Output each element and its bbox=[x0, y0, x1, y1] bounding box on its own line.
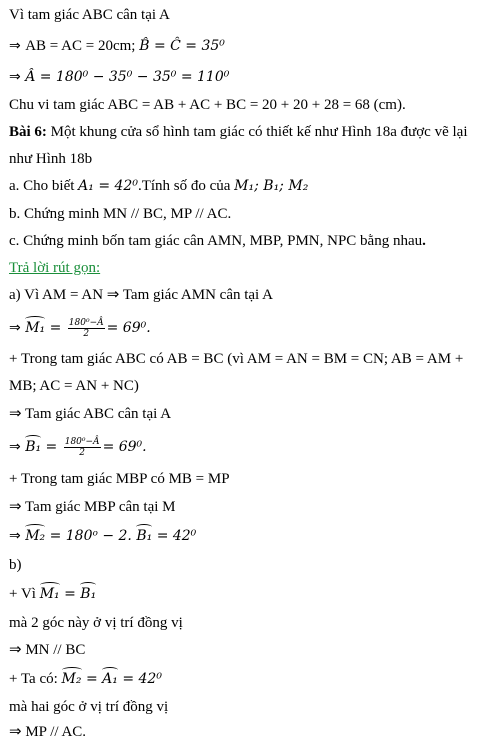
implies-symbol: ⇒ bbox=[9, 38, 26, 54]
text: a. Cho biết bbox=[9, 178, 79, 194]
implies-symbol: ⇒ bbox=[9, 438, 26, 455]
text: Vì tam giác ABC cân tại A bbox=[9, 7, 170, 23]
text-line: ⇒ B₁ = $\frac{\text{180⁰−Â}}{2}$ = 69⁰. bbox=[9, 437, 147, 458]
text-line bbox=[9, 614, 183, 632]
math-expression: = 180ᵒ − 2. bbox=[49, 528, 137, 544]
text-line bbox=[9, 96, 406, 114]
text: ⇒ MP // AC. bbox=[9, 724, 87, 740]
text: b. Chứng minh MN // BC, MP // AC. bbox=[9, 206, 232, 222]
text: Một khung cửa sổ hình tam giác có thiết kế như Hình 18a được vẽ lại bbox=[46, 124, 468, 140]
math-expression: B̂ = Ĉ = 35⁰ bbox=[139, 38, 225, 54]
math-expression: A₁ bbox=[102, 671, 118, 687]
text-line bbox=[9, 377, 139, 395]
text-line bbox=[9, 585, 96, 603]
math-expression: B₁ bbox=[136, 528, 153, 544]
section-heading: Trả lời rút gọn: bbox=[9, 260, 101, 276]
text: + Trong tam giác MBP có MB = MP bbox=[9, 471, 230, 487]
text: ⇒ Tam giác ABC cân tại A bbox=[9, 406, 172, 422]
fraction-denominator: 2 bbox=[79, 448, 86, 458]
text-line bbox=[9, 641, 85, 659]
text-line bbox=[9, 698, 168, 716]
text: + Ta có: bbox=[9, 671, 62, 687]
math-expression: = bbox=[59, 586, 81, 602]
math-expression: = 42⁰ bbox=[156, 528, 197, 544]
text: ⇒ MN // BC bbox=[9, 642, 86, 658]
implies-symbol: ⇒ bbox=[9, 319, 26, 336]
math-expression: B₁ bbox=[25, 438, 42, 455]
math-expression: = bbox=[81, 671, 103, 687]
fraction bbox=[64, 437, 101, 458]
math-expression: M₁ bbox=[39, 586, 60, 602]
text-line bbox=[9, 498, 176, 516]
math-expression: = 42⁰ bbox=[117, 671, 162, 687]
text-line: ⇒ M₁ = $\frac{\text{180⁰−Â}}{2}$ = 69⁰. bbox=[9, 318, 151, 339]
text-line bbox=[9, 259, 100, 277]
exercise-label: Bài 6: bbox=[9, 124, 47, 140]
text-line bbox=[9, 6, 170, 24]
text: a) Vì AM = AN ⇒ Tam giác AMN cân tại A bbox=[9, 287, 273, 303]
text: + Trong tam giác ABC có AB = BC (vì AM = AN = BM = CN; AB = AM + bbox=[9, 351, 464, 367]
implies-symbol: ⇒ bbox=[9, 528, 26, 544]
text-line bbox=[9, 232, 426, 250]
fraction-numerator: 180⁰−Â bbox=[64, 437, 100, 447]
text: ⇒ Tam giác MBP cân tại M bbox=[9, 499, 176, 515]
math-expression: A₁ = 42⁰ bbox=[78, 178, 138, 194]
text-line bbox=[9, 405, 171, 423]
text-line bbox=[9, 123, 468, 141]
text: b) bbox=[9, 557, 22, 573]
text-line bbox=[9, 177, 308, 195]
text: mà hai góc ở vị trí đồng vị bbox=[9, 699, 169, 715]
implies-symbol: ⇒ bbox=[9, 69, 26, 85]
text-line bbox=[9, 527, 196, 545]
text: .Tính số đo của bbox=[137, 178, 235, 194]
text-line bbox=[9, 37, 225, 55]
math-expression: B₁ bbox=[80, 586, 97, 602]
text-line bbox=[9, 723, 86, 741]
text: Chu vi tam giác ABC = AB + AC + BC = 20 + 20 + 28 = 68 (cm). bbox=[9, 97, 406, 113]
text: c. Chứng minh bốn tam giác cân AMN, MBP, PMN, NPC bằng nhau bbox=[9, 233, 423, 249]
fraction-denominator: 2 bbox=[83, 329, 90, 339]
math-expression: M₁; B₁; M₂ bbox=[234, 178, 309, 194]
fraction-numerator: 180⁰−Â bbox=[68, 318, 104, 328]
text: mà 2 góc này ở vị trí đồng vị bbox=[9, 615, 183, 631]
text: MB; AC = AN + NC) bbox=[9, 378, 139, 394]
fraction bbox=[68, 318, 105, 339]
math-expression: = 69⁰. bbox=[106, 319, 151, 336]
text-line bbox=[9, 205, 231, 223]
text: + Vì bbox=[9, 586, 40, 602]
text-line bbox=[9, 286, 273, 304]
text-line bbox=[9, 556, 22, 574]
math-expression: M₂ bbox=[61, 671, 82, 687]
math-expression: Â = 180⁰ − 35⁰ − 35⁰ = 110⁰ bbox=[25, 69, 230, 85]
text-line bbox=[9, 470, 230, 488]
text-line bbox=[9, 68, 229, 86]
math-expression: M₂ bbox=[25, 528, 46, 544]
text: . bbox=[422, 233, 426, 249]
text-line bbox=[9, 350, 463, 368]
math-expression: = 69⁰. bbox=[102, 438, 147, 455]
text-line bbox=[9, 670, 162, 688]
text-line bbox=[9, 150, 92, 168]
math-expression: M₁ bbox=[25, 319, 46, 336]
text: AB = AC = 20cm; bbox=[25, 38, 140, 54]
text: như Hình 18b bbox=[9, 151, 93, 167]
